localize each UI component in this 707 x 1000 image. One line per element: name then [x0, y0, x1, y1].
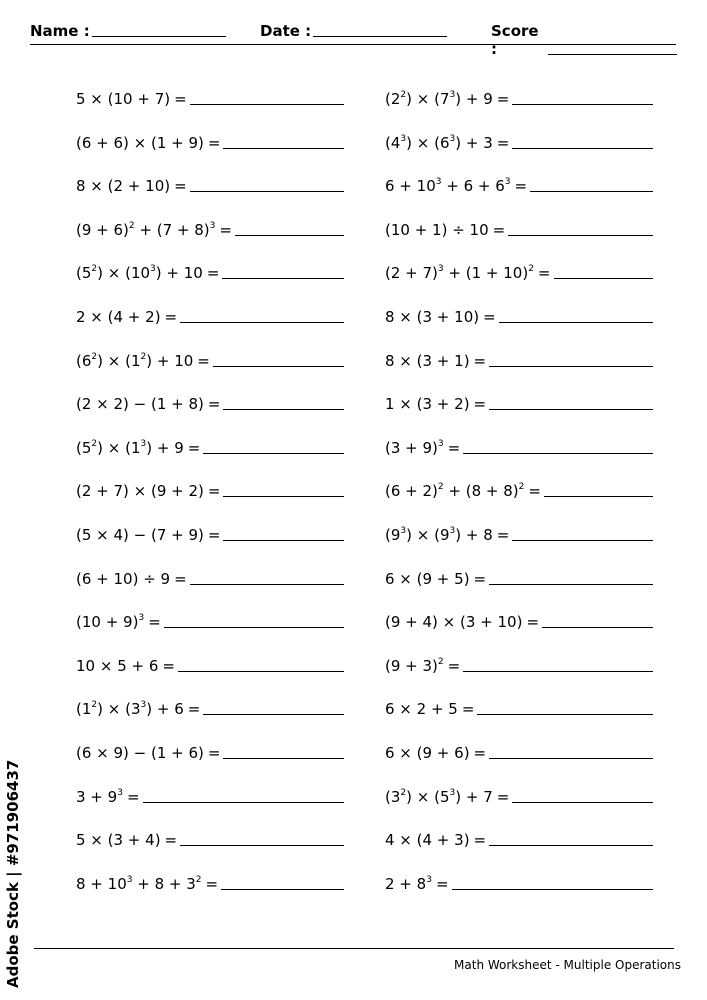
problem-expression: $(5^2) \times (1^3) + 9$ — [76, 438, 184, 457]
score-line[interactable] — [548, 54, 676, 55]
equals-sign: = — [496, 787, 510, 806]
answer-line[interactable] — [512, 540, 653, 541]
problem-row — [385, 80, 653, 108]
answer-line[interactable] — [223, 496, 344, 497]
answer-line[interactable] — [544, 496, 653, 497]
problem-row — [76, 734, 344, 762]
problem-expression: $2 + 8^3$ — [385, 874, 432, 893]
equals-sign: = — [496, 90, 510, 108]
problem-row — [76, 472, 344, 500]
problem-expression: (2 + 7) × (9 + 2) — [76, 482, 204, 501]
equals-sign: = — [447, 656, 461, 675]
equals-sign: = — [492, 220, 506, 239]
name-field[interactable] — [30, 22, 226, 40]
date-label: Date : — [260, 22, 312, 40]
answer-line[interactable] — [223, 148, 344, 149]
problem-row — [76, 603, 344, 631]
problem-expression: $(3^2) \times (5^3) + 7$ — [385, 787, 493, 806]
problem-expression: $(2 + 7)^3 + (1 + 10)^2$ — [385, 264, 534, 283]
problem-expression: $(6^2) \times (1^2) + 10$ — [76, 351, 194, 370]
problem-expression: 2 × (4 + 2) — [76, 307, 161, 326]
problem-expression: $(9 + 6)^2 + (7 + 8)^3$ — [76, 220, 216, 239]
equals-sign: = — [219, 220, 232, 239]
equals-sign: = — [473, 831, 487, 850]
problem-expression: $(3 + 9)^3$ — [385, 438, 444, 457]
problem-row — [385, 865, 653, 893]
problem-expression: $(9^3) \times (9^3) + 8$ — [385, 525, 493, 544]
problem-expression: (6 + 10) ÷ 9 — [76, 569, 171, 588]
problem-row — [385, 778, 653, 806]
worksheet-header — [30, 20, 676, 58]
equals-sign: = — [461, 700, 475, 719]
problem-expression: $(1^2) \times (3^3) + 6$ — [76, 700, 184, 719]
equals-sign: = — [496, 525, 510, 544]
problem-expression: (6 × 9) − (1 + 6) — [76, 743, 204, 762]
answer-line[interactable] — [463, 671, 653, 672]
equals-sign: = — [435, 874, 449, 893]
problem-expression: $3 + 9^3$ — [76, 787, 123, 806]
problem-row — [76, 254, 344, 282]
answer-line[interactable] — [452, 889, 653, 890]
date-field[interactable] — [260, 22, 447, 40]
answer-line[interactable] — [235, 235, 344, 236]
problem-row — [385, 690, 653, 718]
footer-title: Math Worksheet - Multiple Operations — [454, 958, 681, 972]
problem-expression: $(2^2) \times (7^3) + 9$ — [385, 90, 493, 108]
score-field[interactable] — [491, 22, 677, 58]
problem-row — [76, 647, 344, 675]
problem-row — [76, 560, 344, 588]
problem-row — [385, 211, 653, 239]
answer-line[interactable] — [190, 584, 344, 585]
problem-expression: 1 × (3 + 2) — [385, 395, 470, 414]
answer-line[interactable] — [530, 191, 653, 192]
equals-sign: = — [207, 743, 221, 762]
problem-expression: 8 × (3 + 1) — [385, 351, 470, 370]
problem-expression: 5 × (10 + 7) — [76, 90, 171, 108]
answer-line[interactable] — [143, 802, 344, 803]
problem-expression: $(5^2) \times (10^3) + 10$ — [76, 264, 203, 283]
answer-line[interactable] — [542, 627, 653, 628]
answer-line[interactable] — [222, 278, 344, 279]
problem-expression: (10 + 1) ÷ 10 — [385, 220, 489, 239]
score-label: Score : — [491, 22, 539, 58]
equals-sign: = — [164, 831, 178, 850]
answer-line[interactable] — [489, 409, 653, 410]
problem-expression: $6 + 10^3 + 6 + 6^3$ — [385, 177, 511, 196]
equals-sign: = — [148, 613, 161, 632]
answer-line[interactable] — [190, 191, 344, 192]
problem-row — [385, 821, 653, 849]
answer-line[interactable] — [180, 322, 344, 323]
equals-sign: = — [205, 874, 219, 893]
answer-line[interactable] — [477, 714, 653, 715]
problem-expression: (5 × 4) − (7 + 9) — [76, 525, 204, 544]
equals-sign: = — [514, 177, 528, 196]
footer-divider — [34, 948, 674, 949]
problem-row — [76, 385, 344, 413]
problem-row — [76, 80, 344, 108]
problem-row — [385, 298, 653, 326]
answer-line[interactable] — [223, 409, 344, 410]
problem-expression: 8 × (3 + 10) — [385, 307, 480, 326]
equals-sign: = — [473, 395, 487, 414]
problem-row — [385, 734, 653, 762]
problem-row — [76, 821, 344, 849]
problem-row — [385, 560, 653, 588]
answer-line[interactable] — [223, 540, 344, 541]
equals-sign: = — [187, 700, 201, 719]
problem-expression: 10 × 5 + 6 — [76, 656, 159, 675]
problem-expression: (2 × 2) − (1 + 8) — [76, 395, 204, 414]
answer-line[interactable] — [164, 627, 344, 628]
problem-row — [385, 385, 653, 413]
stock-watermark-text: Adobe Stock | #971906437 — [4, 759, 22, 988]
problem-expression: $8 + 10^3 + 8 + 3^2$ — [76, 874, 202, 893]
answer-line[interactable] — [178, 671, 344, 672]
problem-expression: (9 + 4) × (3 + 10) — [385, 613, 523, 632]
answer-line[interactable] — [508, 235, 653, 236]
problem-row — [385, 167, 653, 195]
answer-line[interactable] — [203, 453, 344, 454]
problem-row — [385, 124, 653, 152]
equals-sign: = — [197, 351, 210, 370]
answer-line[interactable] — [203, 714, 344, 715]
equals-sign: = — [483, 307, 496, 326]
equals-sign: = — [526, 613, 540, 632]
problem-row — [385, 472, 653, 500]
problem-row — [76, 211, 344, 239]
problem-row — [76, 298, 344, 326]
problem-row — [76, 124, 344, 152]
equals-sign: = — [164, 307, 178, 326]
answer-line[interactable] — [554, 278, 654, 279]
equals-sign: = — [496, 133, 510, 152]
problem-row — [76, 778, 344, 806]
name-line[interactable] — [92, 36, 226, 37]
equals-sign: = — [207, 395, 221, 414]
answer-line[interactable] — [489, 366, 653, 367]
equals-sign: = — [162, 656, 175, 675]
problem-expression: 4 × (4 + 3) — [385, 831, 470, 850]
answer-line[interactable] — [512, 148, 653, 149]
problem-row — [385, 647, 653, 675]
answer-line[interactable] — [223, 758, 344, 759]
date-line[interactable] — [313, 36, 447, 37]
problem-expression: 6 × 2 + 5 — [385, 700, 458, 719]
problem-row — [76, 516, 344, 544]
equals-sign: = — [174, 569, 187, 588]
right-problem-column — [385, 80, 653, 908]
equals-sign: = — [447, 438, 461, 457]
equals-sign: = — [174, 90, 187, 108]
answer-line[interactable] — [221, 889, 344, 890]
answer-line[interactable] — [213, 366, 344, 367]
answer-line[interactable] — [489, 758, 653, 759]
problem-expression: (6 + 6) × (1 + 9) — [76, 133, 204, 152]
problem-expression: 8 × (2 + 10) — [76, 177, 171, 196]
equals-sign: = — [473, 743, 487, 762]
problem-row — [385, 342, 653, 370]
equals-sign: = — [537, 264, 551, 283]
problem-row — [385, 429, 653, 457]
equals-sign: = — [187, 438, 201, 457]
answer-line[interactable] — [463, 453, 653, 454]
problem-row — [76, 429, 344, 457]
problem-expression: 6 × (9 + 5) — [385, 569, 470, 588]
answer-line[interactable] — [512, 802, 653, 803]
problem-expression: $(10 + 9)^3$ — [76, 613, 145, 632]
equals-sign: = — [207, 525, 221, 544]
equals-sign: = — [206, 264, 220, 283]
name-label: Name : — [30, 22, 90, 40]
equals-sign: = — [174, 177, 187, 196]
answer-line[interactable] — [489, 584, 653, 585]
equals-sign: = — [207, 482, 221, 501]
problem-row — [385, 516, 653, 544]
problem-row — [76, 167, 344, 195]
problem-expression: $(6 + 2)^2 + (8 + 8)^2$ — [385, 482, 525, 501]
equals-sign: = — [207, 133, 221, 152]
problem-expression: $(4^3) \times (6^3) + 3$ — [385, 133, 493, 152]
left-problem-column — [76, 80, 344, 908]
problem-row — [385, 603, 653, 631]
equals-sign: = — [528, 482, 541, 501]
equals-sign: = — [126, 787, 140, 806]
problem-expression: $(9 + 3)^2$ — [385, 656, 444, 675]
problem-expression: 6 × (9 + 6) — [385, 743, 470, 762]
problem-row — [76, 690, 344, 718]
problem-expression: 5 × (3 + 4) — [76, 831, 161, 850]
answer-line[interactable] — [512, 104, 653, 105]
answer-line[interactable] — [190, 104, 344, 105]
equals-sign: = — [473, 569, 487, 588]
answer-line[interactable] — [180, 845, 344, 846]
problem-row — [385, 254, 653, 282]
problem-row — [76, 342, 344, 370]
answer-line[interactable] — [489, 845, 653, 846]
answer-line[interactable] — [499, 322, 653, 323]
problem-row — [76, 865, 344, 893]
equals-sign: = — [473, 351, 487, 370]
